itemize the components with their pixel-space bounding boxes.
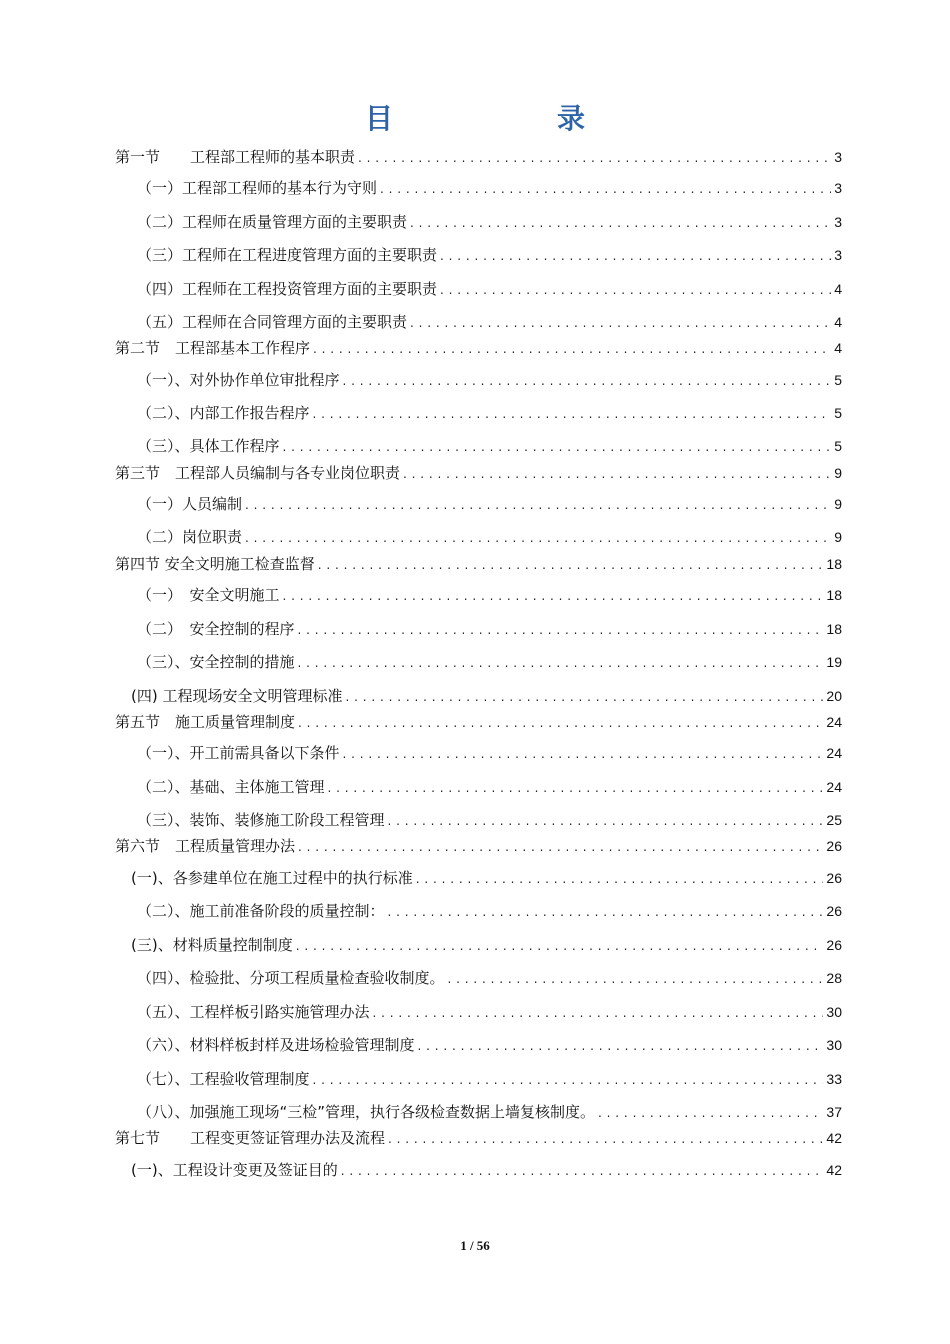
toc-entry[interactable] [137, 776, 842, 798]
dot-leader [418, 1035, 824, 1057]
toc-entry-page: 3 [834, 180, 842, 196]
toc-entry-label: (一)、各参建单位在施工过程中的执行标准 [131, 869, 413, 887]
toc-entry-page: 18 [826, 621, 842, 637]
toc-entry[interactable] [137, 369, 842, 391]
toc-entry-label: （一）人员编制 [137, 495, 243, 513]
toc-entry[interactable] [137, 651, 842, 673]
dot-leader [388, 810, 824, 832]
toc-entry[interactable] [137, 311, 842, 333]
toc-entry[interactable] [137, 618, 842, 640]
dot-leader [328, 777, 824, 799]
toc-entry-page: 26 [826, 838, 842, 854]
toc-entry-page: 4 [834, 281, 842, 297]
toc-entry-label: （二）、基础、主体施工管理 [137, 778, 325, 796]
dot-leader [313, 338, 831, 360]
toc-entry[interactable] [115, 337, 842, 359]
toc-entry[interactable] [137, 402, 842, 424]
toc-entry-page: 30 [826, 1037, 842, 1053]
toc-entry[interactable] [115, 462, 842, 484]
dot-leader [410, 212, 831, 234]
toc-entry-label: （六）、材料样板封样及进场检验管理制度 [137, 1036, 415, 1054]
toc-entry-page: 37 [826, 1104, 842, 1120]
toc-entry-label: （三）、装饰、装修施工阶段工程管理 [137, 811, 385, 829]
toc-entry-page: 42 [826, 1162, 842, 1178]
toc-entry-page: 26 [826, 903, 842, 919]
toc-entry-label: (一)、工程设计变更及签证目的 [131, 1161, 338, 1179]
toc-entry-label: （三）、安全控制的措施 [137, 653, 295, 671]
toc-entry-page: 25 [826, 812, 842, 828]
toc-entry[interactable] [115, 835, 842, 857]
toc-entry[interactable] [131, 867, 842, 889]
dot-leader [298, 836, 823, 858]
toc-entry-label: （一） 安全文明施工 [137, 586, 280, 604]
toc-entry[interactable] [137, 244, 842, 266]
toc-entry[interactable] [115, 711, 842, 733]
toc-entry-page: 18 [826, 556, 842, 572]
toc-entry-page: 9 [834, 465, 842, 481]
toc-entry-page: 33 [826, 1071, 842, 1087]
toc-entry-page: 30 [826, 1004, 842, 1020]
toc-entry[interactable] [137, 1068, 842, 1090]
toc-entry-page: 26 [826, 937, 842, 953]
toc-entry[interactable] [115, 1127, 842, 1149]
dot-leader [403, 463, 831, 485]
toc-entry-page: 26 [826, 870, 842, 886]
toc-entry-label: 第三节 工程部人员编制与各专业岗位职责 [115, 464, 401, 482]
toc-entry-label: （一）、对外协作单位审批程序 [137, 371, 340, 389]
dot-leader [283, 436, 832, 458]
dot-leader [380, 178, 831, 200]
dot-leader [283, 585, 824, 607]
toc-entry-label: （四）工程师在工程投资管理方面的主要职责 [137, 280, 438, 298]
dot-leader [313, 403, 832, 425]
toc-entry-label: （二）、施工前准备阶段的质量控制： [137, 902, 385, 920]
toc-entry-page: 3 [834, 149, 842, 165]
toc-entry[interactable] [115, 146, 842, 168]
dot-leader [298, 712, 823, 734]
toc-entry-page: 3 [834, 247, 842, 263]
dot-leader [598, 1102, 823, 1124]
dot-leader [298, 619, 824, 641]
toc-entry[interactable] [131, 685, 842, 707]
toc-entry-label: （一）工程部工程师的基本行为守则 [137, 179, 378, 197]
toc-entry[interactable] [115, 553, 842, 575]
toc-entry-label: （二）、内部工作报告程序 [137, 404, 310, 422]
dot-leader [298, 652, 824, 674]
toc-entry[interactable] [137, 1101, 842, 1123]
dot-leader [388, 901, 824, 923]
toc-entry[interactable] [137, 1034, 842, 1056]
toc-entry-label: 第二节 工程部基本工作程序 [115, 339, 311, 357]
toc-entry-page: 42 [826, 1130, 842, 1146]
dot-leader [343, 743, 824, 765]
dot-leader [313, 1069, 824, 1091]
dot-leader [373, 1002, 824, 1024]
toc-entry-label: 第五节 施工质量管理制度 [115, 713, 296, 731]
toc-entry[interactable] [137, 526, 842, 548]
toc-entry-label: （五）、工程样板引路实施管理办法 [137, 1003, 370, 1021]
toc-entry-label: 第一节 工程部工程师的基本职责 [115, 148, 356, 166]
toc-entry[interactable] [137, 809, 842, 831]
toc-entry-label: (四) 工程现场安全文明管理标准 [131, 687, 343, 705]
toc-entry-page: 9 [834, 496, 842, 512]
dot-leader [343, 370, 832, 392]
dot-leader [358, 147, 831, 169]
toc-entry[interactable] [137, 493, 842, 515]
toc-entry[interactable] [137, 742, 842, 764]
toc-entry[interactable] [137, 1001, 842, 1023]
page-number: 1 / 56 [460, 1238, 490, 1253]
toc-entry-label: 第七节 工程变更签证管理办法及流程 [115, 1129, 386, 1147]
dot-leader [318, 554, 824, 576]
toc-entry-page: 18 [826, 587, 842, 603]
toc-entry-label: （二）岗位职责 [137, 528, 243, 546]
toc-entry-page: 4 [834, 340, 842, 356]
toc-entry[interactable] [131, 934, 842, 956]
toc-entry[interactable] [137, 211, 842, 233]
toc-entry-label: （一）、开工前需具备以下条件 [137, 744, 340, 762]
toc-entry-label: 第四节 安全文明施工检查监督 [115, 555, 315, 573]
dot-leader [416, 868, 824, 890]
toc-entry[interactable] [131, 1159, 842, 1181]
dot-leader [345, 686, 823, 708]
toc-entry-label: (三)、材料质量控制制度 [131, 936, 293, 954]
toc-entry-page: 4 [834, 314, 842, 330]
toc-entry-label: （八）、加强施工现场“三检”管理，执行各级检查数据上墙复核制度。 [137, 1103, 596, 1121]
toc-entry-page: 20 [826, 688, 842, 704]
toc-entry[interactable] [137, 584, 842, 606]
dot-leader [245, 494, 831, 516]
toc-entry-page: 5 [834, 405, 842, 421]
dot-leader [440, 245, 831, 267]
toc-title: 目 录 [364, 102, 653, 135]
toc-entry[interactable] [137, 177, 842, 199]
toc-entry-label: （二）工程师在质量管理方面的主要职责 [137, 213, 408, 231]
toc-entry-page: 28 [826, 970, 842, 986]
toc-entry[interactable] [137, 435, 842, 457]
toc-entry-page: 24 [826, 779, 842, 795]
toc-entry-label: 第六节 工程质量管理办法 [115, 837, 296, 855]
toc-entry-page: 5 [834, 438, 842, 454]
toc-entry-label: （四）、检验批、分项工程质量检查验收制度。 [137, 969, 445, 987]
toc-entry-page: 19 [826, 654, 842, 670]
dot-leader [410, 312, 831, 334]
dot-leader [448, 968, 824, 990]
toc-entry[interactable] [137, 900, 842, 922]
dot-leader [296, 935, 824, 957]
toc-entry-page: 5 [834, 372, 842, 388]
toc-entry[interactable] [137, 278, 842, 300]
toc-entry-label: （三）工程师在工程进度管理方面的主要职责 [137, 246, 438, 264]
toc-entry-page: 3 [834, 214, 842, 230]
toc-entry-label: （三）、具体工作程序 [137, 437, 280, 455]
dot-leader [388, 1128, 823, 1150]
dot-leader [245, 527, 831, 549]
toc-entry-label: （二） 安全控制的程序 [137, 620, 295, 638]
toc-entry-page: 9 [834, 529, 842, 545]
dot-leader [341, 1160, 824, 1182]
toc-entry-label: （五）工程师在合同管理方面的主要职责 [137, 313, 408, 331]
toc-entry-page: 24 [826, 745, 842, 761]
toc-entry-page: 24 [826, 714, 842, 730]
toc-entry[interactable] [137, 967, 842, 989]
toc-entry-label: （七）、工程验收管理制度 [137, 1070, 310, 1088]
dot-leader [440, 279, 831, 301]
